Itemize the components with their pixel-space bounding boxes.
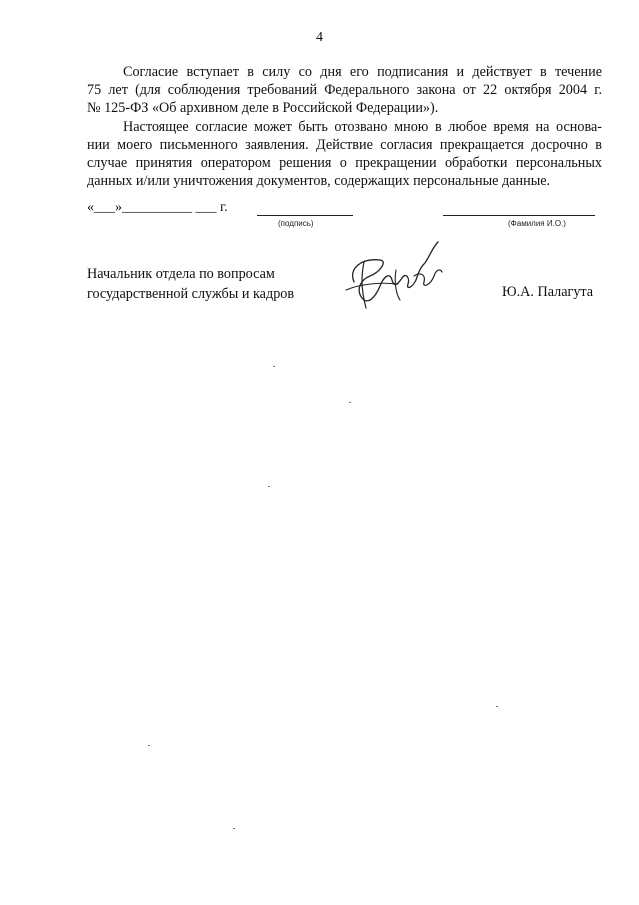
official-title	[87, 264, 294, 304]
paragraph-line: случае принятия оператором решения о прекращении обработки персональных	[87, 155, 602, 171]
paragraph-line: № 125-ФЗ «Об архивном деле в Российской Федерации»).	[87, 100, 439, 116]
scan-speck	[349, 402, 351, 403]
paragraph-line: Настоящее согласие может быть отозвано мною в любое время на основа-	[123, 119, 602, 135]
scan-speck	[233, 828, 235, 829]
full-name-line	[443, 215, 595, 216]
handwritten-signature	[340, 238, 450, 313]
signature-line	[257, 215, 353, 216]
paragraph-line: Согласие вступает в силу со дня его подписания и действует в течение	[123, 64, 602, 80]
signature-caption: (подпись)	[278, 219, 314, 228]
official-title-line: государственной службы и кадров	[87, 286, 295, 302]
scan-speck	[496, 706, 498, 707]
paragraph-line: данных и/или уничтожения документов, содержащих персональные данные.	[87, 173, 551, 189]
date-field: «___»__________ ___ г.	[87, 200, 228, 215]
scan-speck	[268, 486, 270, 487]
paragraph-line: нии моего письменного заявления. Действие согласия прекращается досрочно в	[87, 137, 602, 153]
scan-speck	[148, 745, 150, 746]
paragraph-line: 75 лет (для соблюдения требований Федерального закона от 22 октября 2004 г.	[87, 82, 602, 98]
official-title-line: Начальник отдела по вопросам	[87, 266, 275, 282]
official-name: Ю.А. Палагута	[502, 284, 594, 300]
consent-duration-paragraph	[87, 63, 602, 117]
full-name-caption: (Фамилия И.О.)	[508, 219, 566, 228]
consent-revocation-paragraph	[87, 118, 602, 190]
scan-speck	[273, 366, 275, 367]
page-number: 4	[316, 30, 323, 45]
